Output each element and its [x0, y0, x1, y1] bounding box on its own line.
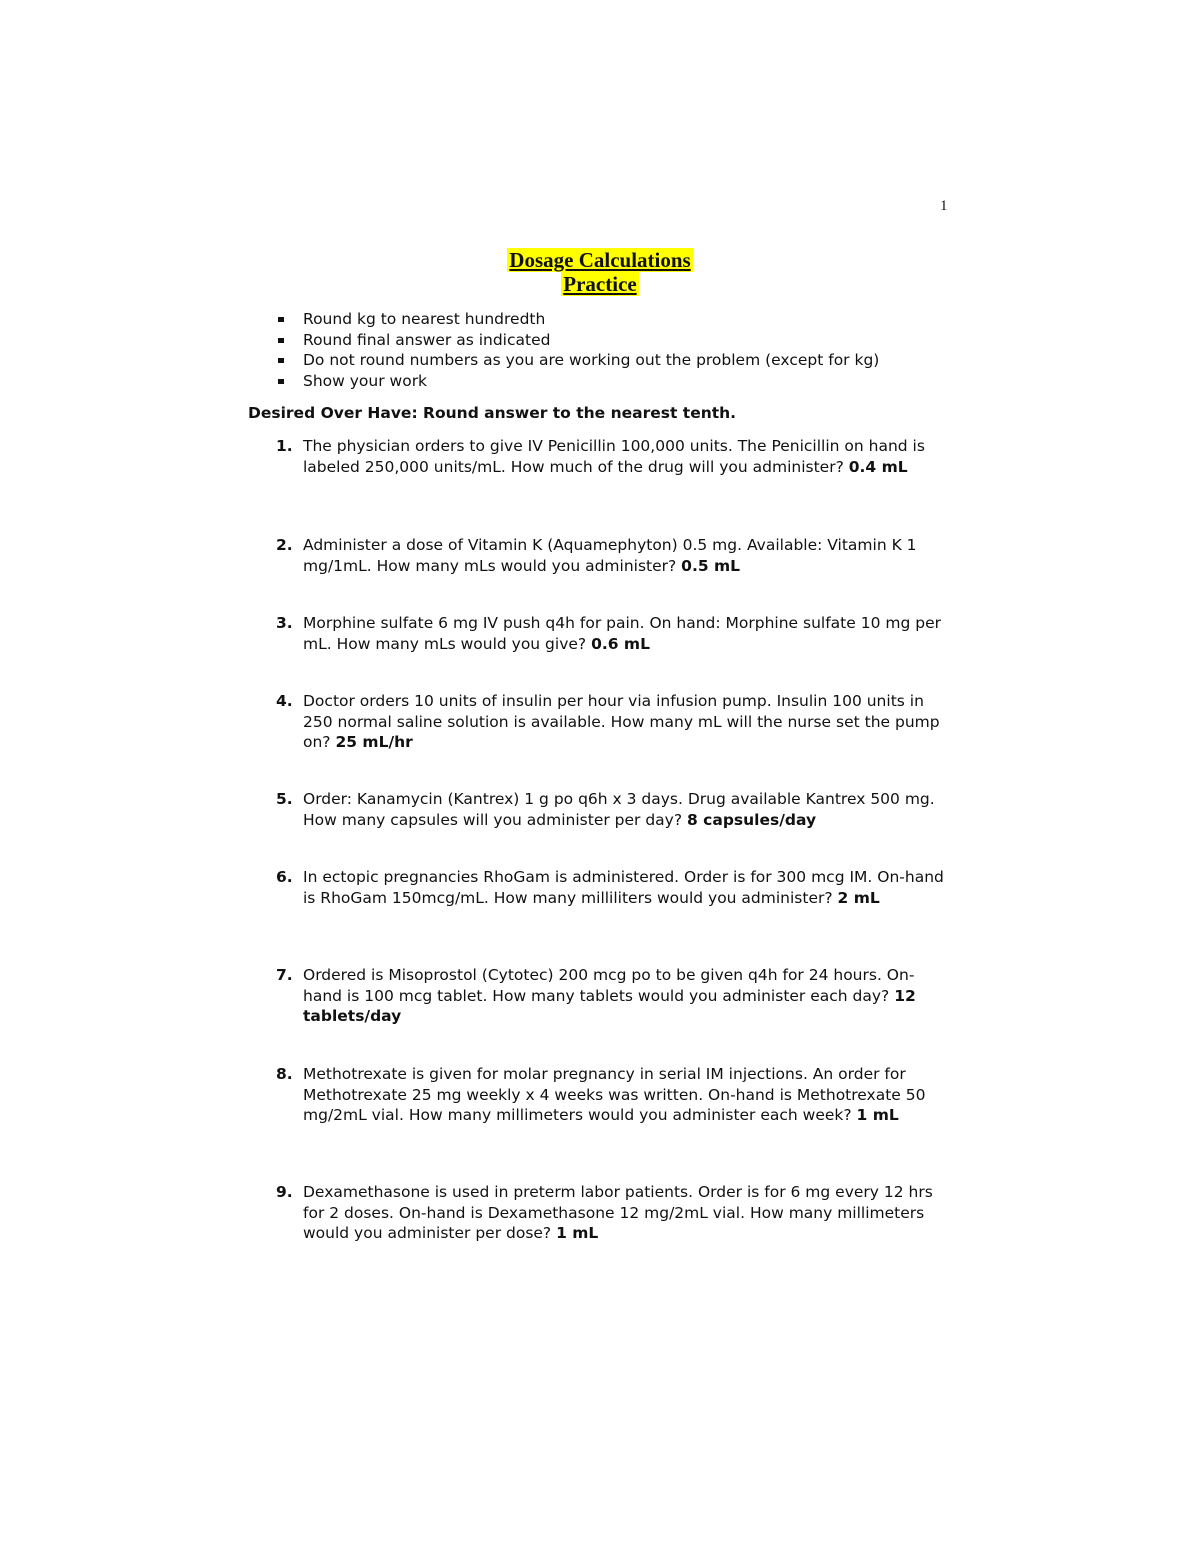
question-item: [270, 867, 960, 908]
question-item: [270, 613, 960, 654]
instruction-text: Do not round numbers as you are working out the problem (except for kg): [303, 351, 880, 369]
question-number: 1.: [276, 437, 293, 455]
question-answer: 12 tablets/day: [303, 986, 916, 1025]
instruction-item: [270, 371, 879, 392]
question-text: Ordered is Misoprostol (Cytotec) 200 mcg po to be given q4h for 24 hours. On-hand is 100 mcg tablet. How many tablets would you administer each day?: [303, 966, 915, 1005]
question-body: [303, 535, 953, 576]
question-body: [303, 867, 953, 908]
question-item: [270, 965, 960, 1027]
question-number: 5.: [276, 790, 293, 808]
question-number: 2.: [276, 536, 293, 554]
question-number: 9.: [276, 1183, 293, 1201]
question-item: [270, 789, 960, 830]
question-number: 4.: [276, 692, 293, 710]
question-answer: 25 mL/hr: [335, 733, 413, 751]
question-answer: 1 mL: [856, 1106, 899, 1124]
question-text: The physician orders to give IV Penicillin 100,000 units. The Penicillin on hand is labeled 250,000 units/mL. How much of the drug will you administer?: [303, 437, 925, 476]
question-item: [270, 535, 960, 576]
question-answer: 0.4 mL: [848, 457, 908, 476]
question-number: 8.: [276, 1065, 293, 1083]
instructions-list: [270, 309, 879, 391]
square-bullet-icon: [278, 358, 284, 363]
document-title: [0, 248, 1200, 296]
title-line-1: Dosage Calculations: [509, 248, 691, 272]
question-item: [270, 1064, 960, 1126]
question-answer: 8 capsules/day: [687, 810, 817, 829]
question-item: [270, 691, 960, 753]
question-answer: 0.5 mL: [681, 556, 741, 575]
question-text: Administer a dose of Vitamin K (Aquamephyton) 0.5 mg. Available: Vitamin K 1 mg/1mL. How many mLs would you administer?: [303, 536, 917, 575]
question-body: [303, 613, 953, 654]
title-line-2: Practice: [563, 272, 637, 296]
question-body: [303, 691, 953, 753]
question-body: [303, 1064, 953, 1126]
question-answer: 1 mL: [556, 1224, 599, 1242]
instruction-text: Round kg to nearest hundredth: [303, 310, 546, 328]
question-number: 3.: [276, 614, 293, 632]
section-heading: Desired Over Have: Round answer to the nearest tenth.: [248, 404, 737, 422]
question-item: [270, 436, 960, 477]
question-text: Order: Kanamycin (Kantrex) 1 g po q6h x 3 days. Drug available Kantrex 500 mg. How many capsules will you administer per day?: [303, 790, 935, 829]
question-text: Methotrexate is given for molar pregnancy in serial IM injections. An order for Methotrexate 25 mg weekly x 4 weeks was written. On-hand is Methotrexate 50 mg/2mL vial. How many millimeters would you administer each week?: [303, 1065, 926, 1124]
square-bullet-icon: [278, 379, 284, 384]
question-number: 6.: [276, 868, 293, 886]
square-bullet-icon: [278, 317, 284, 322]
square-bullet-icon: [278, 338, 284, 343]
question-body: [303, 789, 953, 830]
instruction-text: Round final answer as indicated: [303, 330, 551, 349]
question-body: [303, 965, 953, 1027]
question-answer: 0.6 mL: [591, 634, 650, 653]
question-text: Dexamethasone is used in preterm labor patients. Order is for 6 mg every 12 hrs for 2 doses. On-hand is Dexamethasone 12 mg/2mL vial. How many millimeters would you administer per dose?: [303, 1183, 933, 1242]
question-item: [270, 1182, 960, 1244]
instruction-item: [270, 350, 879, 371]
question-text: Morphine sulfate 6 mg IV push q4h for pain. On hand: Morphine sulfate 10 mg per mL. How many mLs would you give?: [303, 614, 941, 653]
question-number: 7.: [276, 966, 293, 984]
question-text: Doctor orders 10 units of insulin per hour via infusion pump. Insulin 100 units in 250 normal saline solution is available. How many mL will the nurse set the pump on?: [303, 692, 940, 751]
instruction-item: [270, 330, 879, 351]
question-body: [303, 1182, 953, 1244]
question-text: In ectopic pregnancies RhoGam is administered. Order is for 300 mcg IM. On-hand is RhoGam 150mcg/mL. How many milliliters would you administer?: [303, 868, 944, 907]
question-body: [303, 436, 953, 477]
question-answer: 2 mL: [837, 888, 880, 907]
instruction-text: Show your work: [303, 371, 428, 390]
instruction-item: [270, 309, 879, 330]
page-number: 1: [940, 198, 948, 214]
